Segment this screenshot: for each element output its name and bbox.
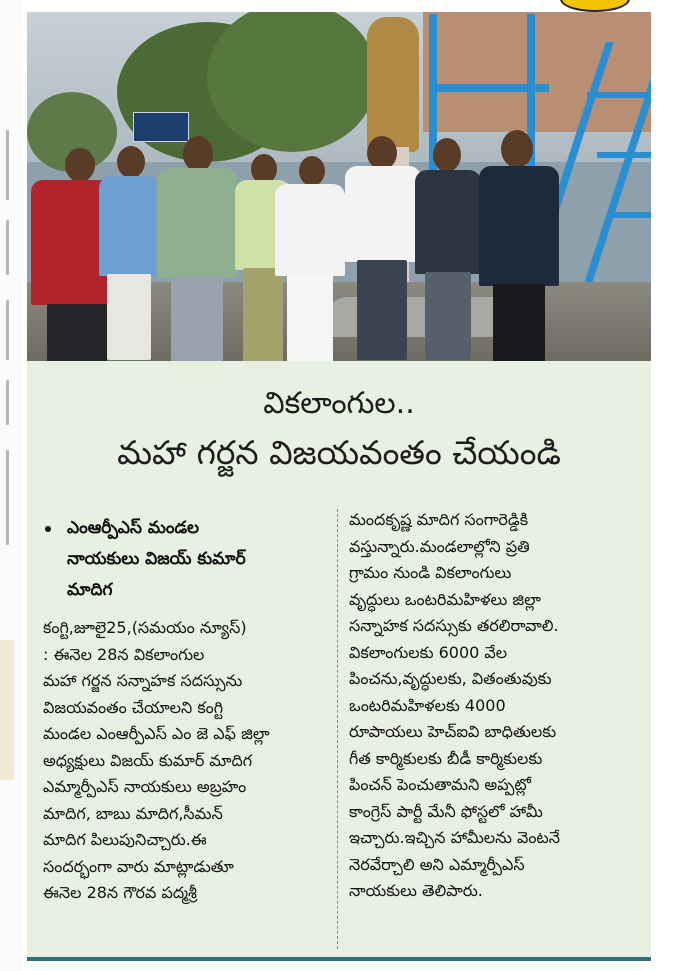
body-line: నాయకులు తెలిపారు.	[349, 881, 483, 900]
body-line: సన్నాహక సదస్సుకు తరలిరావాలి.	[349, 616, 559, 635]
building	[423, 12, 651, 132]
bullet-line: ఎంఆర్పీఎస్ మండల	[67, 518, 200, 538]
body-line: మాదిగ పిలుపునిచ్చారు.ఈ	[43, 830, 207, 849]
article-column-left	[43, 615, 335, 907]
body-line: కాంగ్రెస్ పార్టీ మేనీ ఫోస్టలో హామీ	[349, 801, 543, 821]
bullet-line: మాదిగ	[67, 580, 113, 600]
body-line: సందర్భంగా వారు మాట్లాడుతూ	[43, 856, 234, 876]
bottom-rule	[27, 957, 651, 961]
body-line: అధ్యక్షులు విజయ్ కుమార్ మాదిగ	[43, 750, 253, 770]
body-line: మండల ఎంఆర్పీఎస్ ఎం జె ఎఫ్ జిల్లా	[43, 724, 270, 743]
highlight-bullet	[45, 513, 335, 606]
shop-sign	[133, 112, 189, 142]
body-line: వృద్ధులు ఒంటరిమహిళలు జిల్లా	[349, 589, 541, 609]
body-line: ఒంటరిమహిళలకు 4000	[349, 695, 506, 715]
news-article	[27, 361, 651, 957]
bullet-dot-icon	[45, 526, 51, 532]
body-line: వికలాంగులకు 6000 వేల	[349, 642, 508, 662]
headline-line-2: మహా గర్జన విజయవంతం చేయండి	[117, 433, 561, 472]
article-column-right	[349, 507, 641, 905]
headline-line-1: వికలాంగుల..	[263, 386, 415, 421]
body-line: మహా గర్జన సన్నాహక సదస్సును	[43, 671, 243, 690]
headline	[27, 381, 651, 479]
body-line: ఎమ్మార్పీఎస్ నాయకులు అబ్రహం	[43, 777, 247, 796]
body-line: కంగ్టి,జూలై25,(సమయం న్యూస్)	[43, 618, 247, 637]
body-line: పించన్ పెంచుతామని అప్పట్లో	[349, 775, 531, 794]
logo-oval-fragment	[560, 0, 630, 12]
statue	[367, 17, 419, 152]
news-photo	[27, 12, 651, 361]
body-line: మాదిగ, బాబు మాదిగ,సీమన్	[43, 803, 223, 823]
body-line: ఈనెల 28న గౌరవ పద్మశ్రీ	[43, 883, 197, 902]
body-line: పించను,వృద్ధులకు, వితంతువుకు	[349, 669, 552, 688]
body-line: వస్తున్నారు.మండలాల్లోని ప్రతి	[349, 536, 530, 556]
body-line: మందకృష్ణ మాదిగ సంగారెడ్డికి	[349, 510, 529, 529]
bullet-line: నాయకులు విజయ్ కుమార్	[67, 549, 246, 569]
body-line: : ఈనెల 28న వికలాంగుల	[43, 644, 205, 664]
body-line: రూపాయలు హెచ్ఐవి బాధితులకు	[349, 722, 557, 741]
body-line: నెరవేర్చాలి అని ఎమ్మార్పీఎస్	[349, 854, 525, 874]
body-line: గ్రామం నుండి వికలాంగులు	[349, 563, 512, 582]
body-line: గీత కార్మికులకు బీడీ కార్మికులకు	[349, 748, 543, 768]
body-line: ఇచ్చారు.ఇచ్చిన హామీలను వెంటనే	[349, 828, 561, 847]
body-line: విజయవంతం చేయాలని కంగ్టి	[43, 697, 224, 717]
page-margin-strip	[0, 0, 22, 971]
column-divider	[337, 509, 338, 949]
